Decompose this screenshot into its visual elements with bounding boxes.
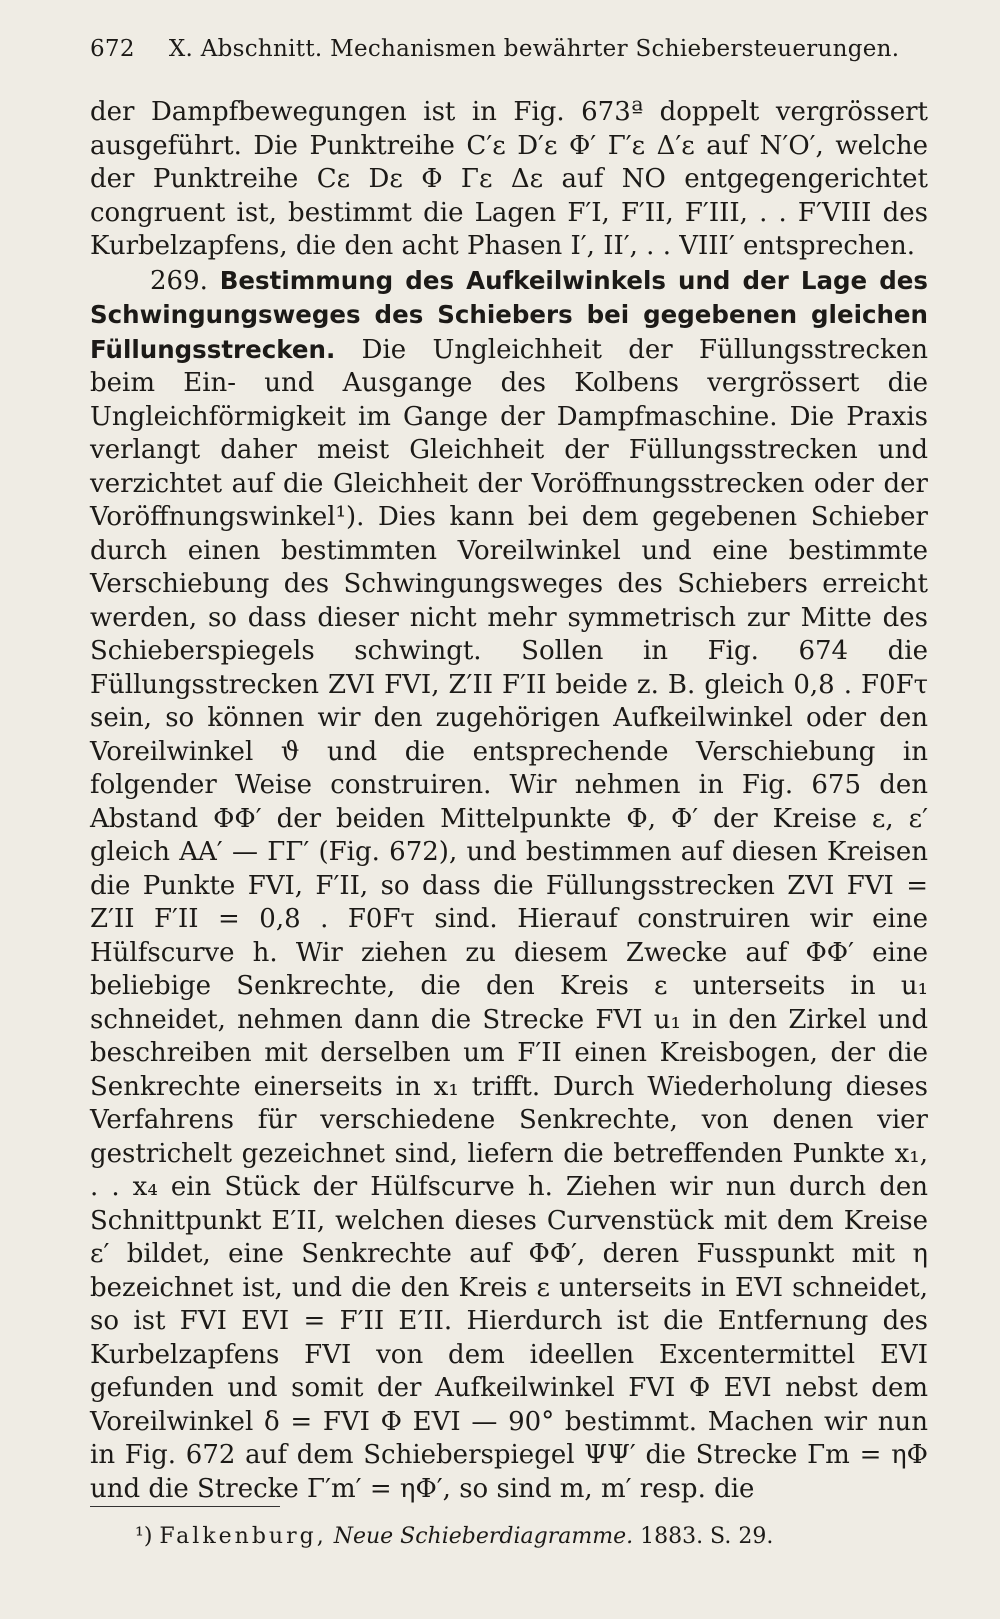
paragraph-1: der Dampfbewegungen ist in Fig. 673ª doppelt vergrössert ausgeführt. Die Punktreihe C′ε D′ε Φ′ Γ′ε Δ′ε auf N′O′, welche der Punktreihe Cε Dε Φ Γε Δε auf NO entgegengerichtet congruent ist, bestimmt die Lagen F′I, F′II, F′III, . . F′VIII des Kurbelzapfens, die den acht Phasen I′, II′, . . VIII′ entsprechen.: [90, 97, 928, 261]
running-title: X. Abschnitt. Mechanismen bewährter Schiebersteuerungen.: [168, 36, 900, 62]
paragraph-2: Die Ungleichheit der Füllungsstrecken beim Ein- und Ausgange des Kolbens vergrössert die Ungleichförmigkeit im Gange der Dampfmaschine. Die Praxis verlangt daher meist Gleichheit der Füllungsstrecken und verzichtet auf die Gleichheit der Voröffnungsstrecken oder der Voröffnungswinkel¹). Dies kann bei dem gegebenen Schieber durch einen bestimmten Voreilwinkel und eine bestimmte Verschiebung des Schwingungsweges des Schiebers erreicht werden, so dass dieser nicht mehr symmetrisch zur Mitte des Schieberspiegels schwingt. Sollen in Fig. 674 die Füllungsstrecken ZVI FVI, Z′II F′II beide z. B. gleich 0,8 . F0Fτ sein, so können wir den zugehörigen Aufkeilwinkel oder den Voreilwinkel ϑ und die entsprechende Verschiebung in folgender Weise construiren. Wir nehmen in Fig. 675 den Abstand ΦΦ′ der beiden Mittelpunkte Φ, Φ′ der Kreise ε, ε′ gleich AA′ — ΓΓ′ (Fig. 672), und bestimmen auf diesen Kreisen die Punkte FVI, F′II, so dass die Füllungsstrecken ZVI FVI = Z′II F′II = 0,8 . F0Fτ sind. Hierauf construiren wir eine Hülfscurve h. Wir ziehen zu diesem Zwecke auf ΦΦ′ eine beliebige Senkrechte, die den Kreis ε unterseits in u₁ schneidet, nehmen dann die Strecke FVI u₁ in den Zirkel und beschreiben mit derselben um F′II einen Kreisbogen, der die Senkrechte einerseits in x₁ trifft. Durch Wiederholung dieses Verfahrens für verschiedene Senkrechte, von denen vier gestrichelt gezeichnet sind, liefern die betreffenden Punkte x₁, . . x₄ ein Stück der Hülfscurve h. Ziehen wir nun durch den Schnittpunkt E′II, welchen dieses Curvenstück mit dem Kreise ε′ bildet, eine Senkrechte auf ΦΦ′, deren Fusspunkt mit η bezeichnet ist, und die den Kreis ε unterseits in EVI schneidet, so ist FVI EVI = F′II E′II. Hierdurch ist die Entfernung des Kurbelzapfens FVI von dem ideellen Excentermittel EVI gefunden und somit der Aufkeilwinkel FVI Φ EVI nebst dem Voreilwinkel δ = FVI Φ EVI — 90° bestimmt. Machen wir nun in Fig. 672 auf dem Schieberspiegel ΨΨ′ die Strecke Γm = ηΦ und die Strecke Γ′m′ = ηΦ′, so sind m, m′ resp. die: [90, 334, 928, 1504]
footnote: [135, 1524, 915, 1549]
running-header: [90, 36, 910, 62]
page-number: 672: [90, 36, 135, 62]
section-269: [90, 264, 928, 1507]
section-number: 269.: [150, 265, 208, 296]
footnote-marker: ¹): [135, 1524, 153, 1549]
footnote-title: Neue Schieberdiagramme.: [333, 1524, 634, 1549]
footnote-author: Falkenburg,: [159, 1524, 327, 1549]
footnote-divider: [90, 1506, 280, 1507]
main-text: [90, 96, 928, 1506]
section-heading: Bestimmung des Aufkeilwinkels und der Lage des Schwingungsweges des Schiebers bei gegebenen gleichen Füllungsstrecken.: [90, 265, 929, 364]
footnote-details: 1883. S. 29.: [640, 1524, 774, 1549]
